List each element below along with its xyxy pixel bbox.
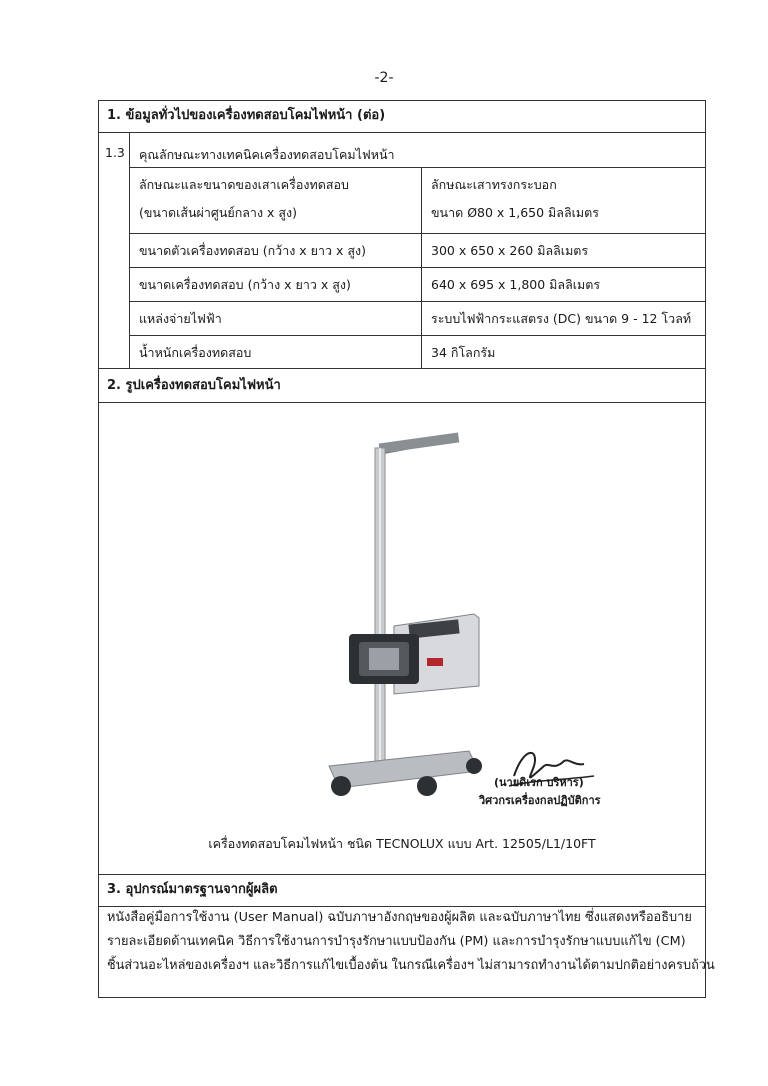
paragraph-line: รายละเอียดด้านเทคนิค วิธีการใช้งานการบำรุงรักษาแบบป้องกัน (PM) และการบำรุงรักษาแบบแก้ไข (CM) (107, 934, 686, 949)
page-number: -2- (374, 70, 394, 86)
lens-glass (369, 648, 399, 670)
base-frame (329, 751, 479, 788)
spec-value-weight: 34 กิโลกรัม (431, 345, 496, 360)
signature-name: (นายดิเรก บริหาร) (494, 776, 584, 789)
spec-value-overall-size: 640 x 695 x 1,800 มิลลิเมตร (431, 277, 601, 292)
spec-value-pole-l1: ลักษณะเสาทรงกระบอก (431, 177, 557, 192)
headlight-tester-photo (309, 426, 509, 801)
spec-label-power: แหล่งจ่ายไฟฟ้า (139, 311, 222, 326)
top-arm-bar (379, 432, 460, 453)
paragraph-line: ชิ้นส่วนอะไหล่ของเครื่องฯ และวิธีการแก้ไขเบื้องต้น ในกรณีเครื่องฯ ไม่สามารถทำงานได้ตามปกติอย่างครบถ้วน (107, 958, 715, 973)
spec-label-weight: น้ำหนักเครื่องทดสอบ (139, 345, 252, 360)
spec-value-pole-l2: ขนาด Ø80 x 1,650 มิลลิเมตร (431, 205, 599, 220)
section-1-header (99, 101, 705, 133)
wheel-front-left (331, 776, 351, 796)
section-2-title: 2. รูปเครื่องทดสอบโคมไฟหน้า (107, 378, 281, 393)
spec-label-body-size: ขนาดตัวเครื่องทดสอบ (กว้าง x ยาว x สูง) (139, 243, 366, 258)
grid-line (129, 267, 705, 268)
spec-value-body-size: 300 x 650 x 260 มิลลิเมตร (431, 243, 589, 258)
spec-grid (129, 167, 705, 368)
subsection-number: 1.3 (105, 145, 125, 160)
spec-label-pole-l1: ลักษณะและขนาดของเสาเครื่องทดสอบ (139, 177, 349, 192)
section-3-header (99, 875, 705, 907)
document-frame (98, 100, 715, 998)
spec-table (99, 133, 705, 369)
grid-line (129, 301, 705, 302)
photo-caption: เครื่องทดสอบโคมไฟหน้า ชนิด TECNOLUX แบบ Art. 12505/L1/10FT (208, 836, 596, 851)
grid-line (129, 335, 705, 336)
spec-label-overall-size: ขนาดเครื่องทดสอบ (กว้าง x ยาว x สูง) (139, 277, 351, 292)
pole-highlight (379, 448, 381, 778)
section-1-title: 1. ข้อมูลทั่วไปของเครื่องทดสอบโคมไฟหน้า (ต่อ) (107, 108, 386, 123)
paragraph-line: หนังสือคู่มือการใช้งาน (User Manual) ฉบับภาษาอังกฤษของผู้ผลิต และฉบับภาษาไทย ซึ่งแสดงหรืออธิบาย (107, 910, 692, 925)
spec-value-power: ระบบไฟฟ้ากระแสตรง (DC) ขนาด 9 - 12 โวลท์ (431, 311, 692, 326)
section-3-title: 3. อุปกรณ์มาตรฐานจากผู้ผลิต (107, 882, 278, 897)
brand-label (427, 658, 443, 666)
spec-label-pole-l2: (ขนาดเส้นผ่าศูนย์กลาง x สูง) (139, 205, 298, 220)
signature-title: วิศวกรเครื่องกลปฏิบัติการ (479, 794, 601, 807)
grid-line (129, 233, 705, 234)
wheel-rear (466, 758, 482, 774)
section-3-paragraph (107, 906, 715, 978)
grid-line (129, 167, 705, 168)
section-2-header (99, 369, 705, 403)
subsection-title: คุณลักษณะทางเทคนิคเครื่องทดสอบโคมไฟหน้า (139, 147, 395, 162)
wheel-front-right (417, 776, 437, 796)
